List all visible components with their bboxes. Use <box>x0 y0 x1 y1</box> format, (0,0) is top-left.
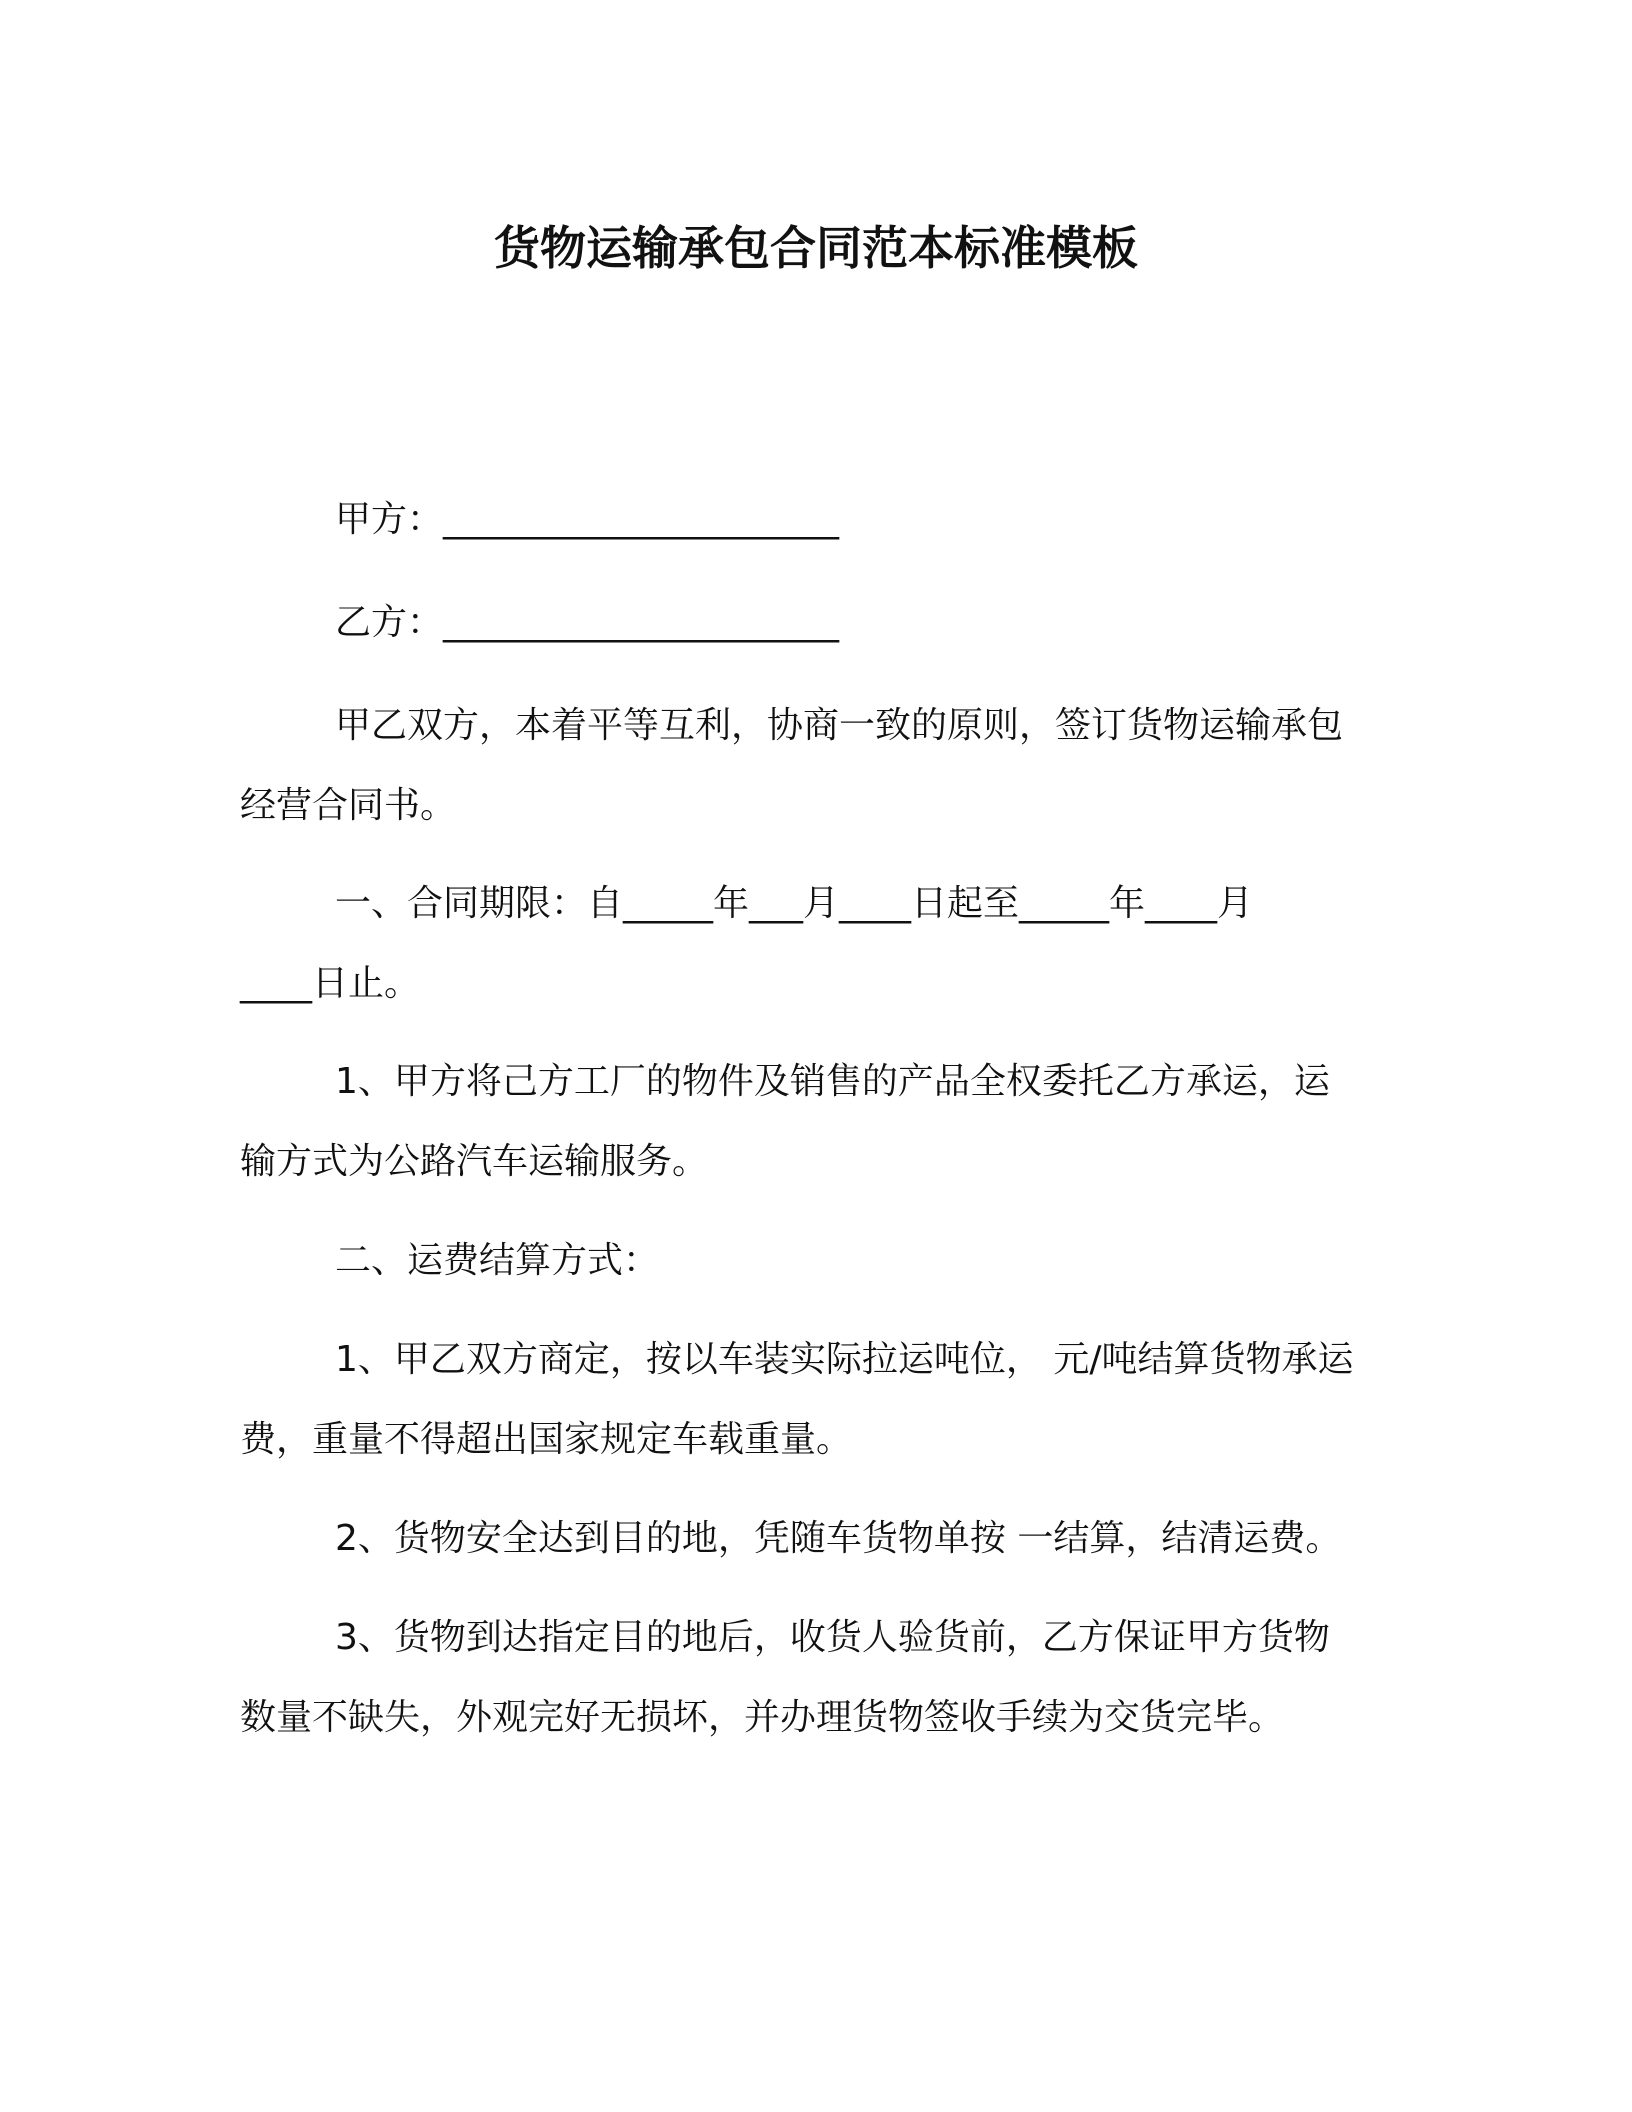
section2-item2: 2、货物安全达到目的地，凭随车货物单按 一结算，结清运费。 <box>335 1518 1342 1559</box>
party-b-line: 乙方：______________________ <box>335 602 840 643</box>
intro-line-1: 甲乙双方，本着平等互利，协商一致的原则，签订货物运输承包 <box>335 705 1344 746</box>
section2-item3-line-2: 数量不缺失，外观完好无损坏，并办理货物签收手续为交货完毕。 <box>240 1697 1285 1738</box>
party-a-line: 甲方：______________________ <box>335 499 840 540</box>
section2-item1-line-2: 费，重量不得超出国家规定车载重量。 <box>240 1419 853 1460</box>
section2-item3-line-1: 3、货物到达指定目的地后，收货人验货前，乙方保证甲方货物 <box>335 1617 1330 1658</box>
section1-item1-line-2: 输方式为公路汽车运输服务。 <box>240 1141 709 1182</box>
section2-heading: 二、运费结算方式： <box>335 1240 660 1281</box>
section2-item1-line-1: 1、甲乙双方商定，按以车装实际拉运吨位， 元/吨结算货物承运 <box>335 1339 1354 1380</box>
section1-item1-line-1: 1、甲方将己方工厂的物件及销售的产品全权委托乙方承运，运 <box>335 1061 1330 1102</box>
section1-heading-line-1: 一、合同期限：自_____年___月____日起至_____年____月 <box>335 883 1254 924</box>
intro-line-2: 经营合同书。 <box>240 785 457 826</box>
document-title: 货物运输承包合同范本标准模板 <box>494 221 1138 275</box>
section1-heading-line-2: ____日止。 <box>240 963 421 1004</box>
